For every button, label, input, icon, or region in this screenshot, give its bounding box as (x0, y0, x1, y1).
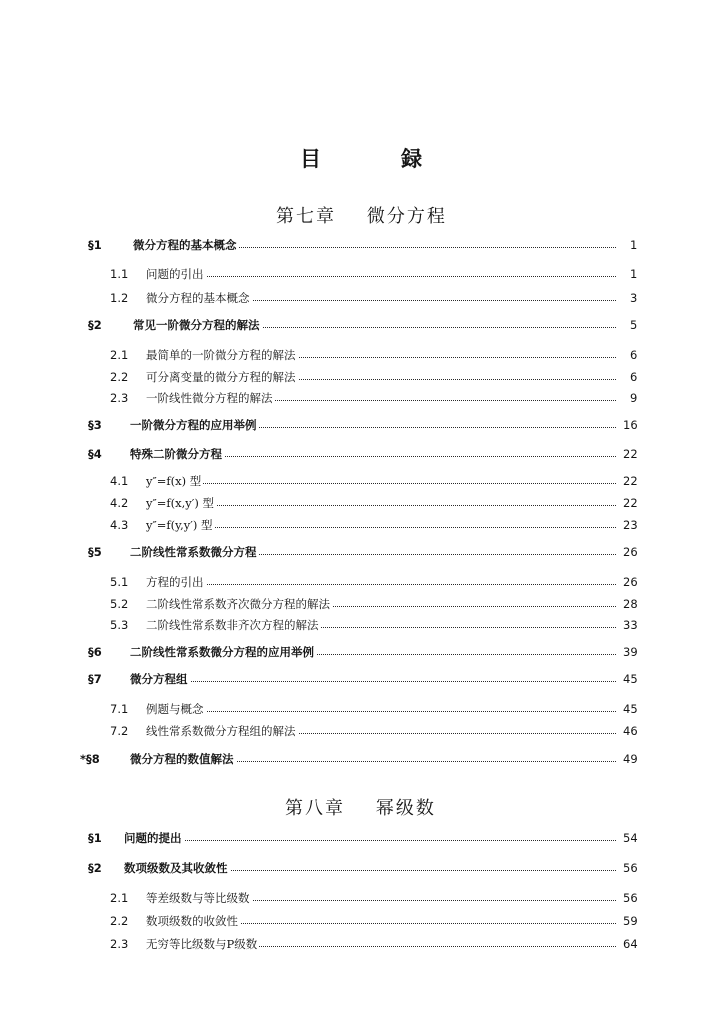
toc-page-number: 26 (618, 543, 648, 561)
toc-subsection-row[interactable] (0, 389, 713, 407)
toc-entry-title: 问题的引出 (146, 267, 204, 281)
toc-entry-title: 常见一阶微分方程的解法 (133, 318, 260, 332)
toc-entry-title: 微分方程的基本概念 (146, 291, 250, 305)
toc-page-number: 5 (618, 316, 648, 334)
toc-page-number: 22 (618, 445, 648, 463)
toc-subsection-row[interactable] (0, 616, 713, 634)
toc-entry-number: §5 (88, 545, 102, 559)
toc-subsection-row[interactable] (0, 912, 713, 930)
toc-entry-title: y″=f(x) 型 (146, 474, 202, 488)
toc-entry-number: 2.1 (110, 891, 129, 905)
toc-page-number: 26 (618, 573, 648, 591)
toc-entry-number: §7 (88, 672, 102, 686)
toc-subsection-row[interactable] (0, 265, 713, 283)
toc-entry-number: 4.2 (110, 496, 129, 510)
toc-entry-title: 可分离变量的微分方程的解法 (146, 370, 296, 384)
chapter-heading: 第七章 微分方程 (276, 206, 447, 227)
toc-subsection-row[interactable] (0, 700, 713, 718)
toc-subsection-row[interactable] (0, 289, 713, 307)
toc-entry-number: §1 (88, 238, 102, 252)
toc-entry-number: 7.1 (110, 702, 129, 716)
toc-page-number: 64 (618, 935, 648, 953)
toc-page-number: 46 (618, 722, 648, 740)
toc-entry-title: 二阶线性常系数微分方程 (130, 545, 257, 559)
toc-entry-title: 线性常系数微分方程组的解法 (146, 724, 296, 738)
toc-entry-number: 7.2 (110, 724, 129, 738)
toc-entry-number: 2.2 (110, 914, 129, 928)
toc-entry-title: 问题的提出 (124, 831, 182, 845)
toc-entry-number: §2 (88, 318, 102, 332)
toc-leader-dots (134, 681, 616, 682)
toc-entry-title: 一阶微分方程的应用举例 (130, 418, 257, 432)
toc-entry-title: y″=f(y,y′) 型 (146, 518, 213, 532)
toc-entry-number: §1 (88, 831, 102, 845)
toc-page-number: 56 (618, 859, 648, 877)
toc-entry-number: 1.2 (110, 291, 129, 305)
toc-entry-number: 5.2 (110, 597, 129, 611)
toc-entry-title: 数项级数的收敛性 (146, 914, 238, 928)
toc-page-number: 49 (618, 750, 648, 768)
toc-entry-number: 4.3 (110, 518, 129, 532)
toc-entry-title: 微分方程组 (130, 672, 188, 686)
toc-page-number: 3 (618, 289, 648, 307)
toc-entry-title: 二阶线性常系数微分方程的应用举例 (130, 645, 314, 659)
toc-subsection-row[interactable] (0, 368, 713, 386)
toc-entry-title: 无穷等比级数与P级数 (146, 937, 258, 951)
toc-page-number: 1 (618, 265, 648, 283)
toc-entry-number: *§8 (80, 752, 100, 766)
toc-leader-dots (128, 840, 616, 841)
toc-subsection-row[interactable] (0, 346, 713, 364)
toc-subsection-row[interactable] (0, 889, 713, 907)
toc-section-row[interactable] (0, 829, 713, 847)
toc-section-row[interactable] (0, 445, 713, 463)
toc-entry-title: 二阶线性常系数非齐次方程的解法 (146, 618, 319, 632)
toc-entry-number: 5.1 (110, 575, 129, 589)
toc-entry-title: 微分方程的基本概念 (133, 238, 237, 252)
toc-entry-number: 2.3 (110, 391, 129, 405)
toc-entry-title: 方程的引出 (146, 575, 204, 589)
toc-section-row[interactable] (0, 643, 713, 661)
toc-entry-title: 微分方程的数值解法 (130, 752, 234, 766)
toc-entry-number: 5.3 (110, 618, 129, 632)
toc-subsection-row[interactable] (0, 516, 713, 534)
toc-page-number: 22 (618, 494, 648, 512)
toc-subsection-row[interactable] (0, 595, 713, 613)
toc-page-number: 1 (618, 236, 648, 254)
toc-page-number: 6 (618, 346, 648, 364)
toc-section-row[interactable] (0, 859, 713, 877)
toc-entry-number: 2.1 (110, 348, 129, 362)
toc-entry-number: 2.2 (110, 370, 129, 384)
toc-page-number: 33 (618, 616, 648, 634)
toc-subsection-row[interactable] (0, 573, 713, 591)
toc-entry-title: y″=f(x,y′) 型 (146, 496, 215, 510)
page-title-left: 目 (300, 146, 321, 171)
toc-entry-number: 1.1 (110, 267, 129, 281)
toc-page-number: 23 (618, 516, 648, 534)
toc-entry-title: 等差级数与等比级数 (146, 891, 250, 905)
page-title (0, 143, 713, 173)
toc-leader-dots (150, 584, 616, 585)
toc-page-number: 56 (618, 889, 648, 907)
toc-entry-title: 二阶线性常系数齐次微分方程的解法 (146, 597, 330, 611)
toc-section-row[interactable] (0, 543, 713, 561)
toc-page-number: 6 (618, 368, 648, 386)
toc-page-number: 28 (618, 595, 648, 613)
toc-subsection-row[interactable] (0, 472, 713, 490)
toc-page-number: 9 (618, 389, 648, 407)
toc-leader-dots (150, 276, 616, 277)
toc-entry-title: 一阶线性微分方程的解法 (146, 391, 273, 405)
toc-page-number: 16 (618, 416, 648, 434)
toc-subsection-row[interactable] (0, 722, 713, 740)
toc-leader-dots (150, 711, 616, 712)
toc-entry-title: 数项级数及其收敛性 (124, 861, 228, 875)
toc-entry-number: 4.1 (110, 474, 129, 488)
toc-subsection-row[interactable] (0, 935, 713, 953)
toc-page-number: 45 (618, 700, 648, 718)
toc-section-row[interactable] (0, 316, 713, 334)
toc-entry-number: §2 (88, 861, 102, 875)
toc-leader-dots (150, 527, 616, 528)
toc-section-row[interactable] (0, 670, 713, 688)
toc-entry-title: 最简单的一阶微分方程的解法 (146, 348, 296, 362)
toc-entry-title: 例题与概念 (146, 702, 204, 716)
chapter-heading: 第八章 幂级数 (285, 798, 436, 819)
toc-entry-number: 2.3 (110, 937, 129, 951)
toc-page-number: 54 (618, 829, 648, 847)
toc-page-number: 22 (618, 472, 648, 490)
page-title-right: 録 (401, 146, 422, 171)
toc-section-row[interactable] (0, 750, 713, 768)
toc-entry-number: §4 (88, 447, 102, 461)
toc-leader-dots (150, 505, 616, 506)
toc-page-number: 45 (618, 670, 648, 688)
toc-page-number: 59 (618, 912, 648, 930)
toc-leader-dots (150, 483, 616, 484)
toc-section-row[interactable] (0, 236, 713, 254)
toc-section-row[interactable] (0, 416, 713, 434)
toc-entry-number: §3 (88, 418, 102, 432)
toc-entry-number: §6 (88, 645, 102, 659)
toc-entry-title: 特殊二阶微分方程 (130, 447, 222, 461)
toc-subsection-row[interactable] (0, 494, 713, 512)
toc-page-number: 39 (618, 643, 648, 661)
